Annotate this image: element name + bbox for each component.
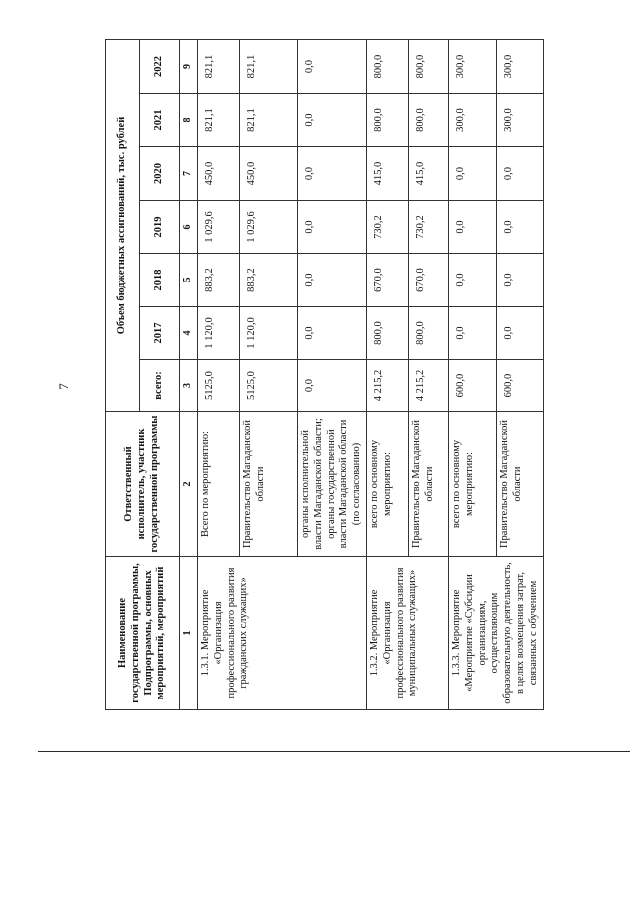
value-cell: 821,1 xyxy=(240,40,298,94)
index-cell: 3 xyxy=(180,360,198,412)
value-cell: 450,0 xyxy=(240,147,298,201)
executor-cell: Всего по мероприятию: xyxy=(198,412,240,557)
value-cell: 300,0 xyxy=(496,40,543,94)
total-cell: 600,0 xyxy=(496,360,543,412)
index-cell: 1 xyxy=(180,557,198,710)
rotated-table-container xyxy=(105,40,539,710)
total-cell: 600,0 xyxy=(448,360,496,412)
value-cell: 0,0 xyxy=(448,307,496,360)
value-cell: 0,0 xyxy=(448,201,496,254)
value-cell: 300,0 xyxy=(448,94,496,147)
value-cell: 0,0 xyxy=(298,147,367,201)
value-cell: 415,0 xyxy=(408,147,448,201)
value-cell: 300,0 xyxy=(496,94,543,147)
measure-name-cell: 1.3.1. Мероприятие «Организация профессионального развития гражданских служащих» xyxy=(198,557,367,710)
value-cell: 1 120,0 xyxy=(240,307,298,360)
value-cell: 0,0 xyxy=(298,254,367,307)
executor-cell: Правительство Магаданской области xyxy=(408,412,448,557)
value-cell: 0,0 xyxy=(496,147,543,201)
index-cell: 7 xyxy=(180,147,198,201)
header-year-cell: 2018 xyxy=(140,254,180,307)
measure-name-cell: 1.3.3. Мероприятие «Мероприятие «Субсидии организациям, осуществляющим образовательную деятельность, в целях возмещения затрат, связанных с обучением xyxy=(448,557,543,710)
value-cell: 0,0 xyxy=(298,94,367,147)
value-cell: 300,0 xyxy=(448,40,496,94)
value-cell: 0,0 xyxy=(298,40,367,94)
header-year-cell: 2020 xyxy=(140,147,180,201)
value-cell: 670,0 xyxy=(408,254,448,307)
value-cell: 415,0 xyxy=(366,147,408,201)
header-year-cell: 2022 xyxy=(140,40,180,94)
executor-cell: Правительство Магаданской области xyxy=(496,412,543,557)
total-cell: 5125,0 xyxy=(198,360,240,412)
value-cell: 800,0 xyxy=(408,94,448,147)
value-cell: 883,2 xyxy=(198,254,240,307)
value-cell: 0,0 xyxy=(448,147,496,201)
total-cell: 5125,0 xyxy=(240,360,298,412)
header-year-cell: 2017 xyxy=(140,307,180,360)
value-cell: 821,1 xyxy=(240,94,298,147)
value-cell: 0,0 xyxy=(496,254,543,307)
value-cell: 883,2 xyxy=(240,254,298,307)
table-row xyxy=(198,40,240,710)
header-row-top xyxy=(106,40,140,710)
value-cell: 800,0 xyxy=(366,40,408,94)
value-cell: 1 029,6 xyxy=(240,201,298,254)
value-cell: 800,0 xyxy=(408,40,448,94)
value-cell: 450,0 xyxy=(198,147,240,201)
total-cell: 4 215,2 xyxy=(408,360,448,412)
table-row xyxy=(366,40,408,710)
value-cell: 800,0 xyxy=(408,307,448,360)
executor-cell: Правительство Магаданской области xyxy=(240,412,298,557)
index-cell: 8 xyxy=(180,94,198,147)
table-row xyxy=(448,40,496,710)
value-cell: 730,2 xyxy=(408,201,448,254)
value-cell: 0,0 xyxy=(496,201,543,254)
value-cell: 0,0 xyxy=(496,307,543,360)
value-cell: 1 120,0 xyxy=(198,307,240,360)
value-cell: 800,0 xyxy=(366,94,408,147)
value-cell: 0,0 xyxy=(298,201,367,254)
measure-name-cell: 1.3.2. Мероприятие «Организация профессионального развития муниципальных служащих» xyxy=(366,557,448,710)
header-total-cell: всего: xyxy=(140,360,180,412)
value-cell: 730,2 xyxy=(366,201,408,254)
index-cell: 9 xyxy=(180,40,198,94)
header-name-cell: Наименование государственной программы, Подпрограммы, основных мероприятий, мероприятий xyxy=(106,557,180,710)
executor-cell: органы исполнительной власти Магаданской области; органы государственной власти Магаданской области (по согласованию) xyxy=(298,412,367,557)
table-body xyxy=(106,40,544,710)
total-cell: 4 215,2 xyxy=(366,360,408,412)
index-cell: 2 xyxy=(180,412,198,557)
index-cell: 5 xyxy=(180,254,198,307)
value-cell: 1 029,6 xyxy=(198,201,240,254)
value-cell: 0,0 xyxy=(298,307,367,360)
value-cell: 821,1 xyxy=(198,94,240,147)
header-year-cell: 2021 xyxy=(140,94,180,147)
executor-cell: всего по основному мероприятию: xyxy=(448,412,496,557)
index-cell: 4 xyxy=(180,307,198,360)
header-budget-cell: Объем бюджетных ассигнований, тыс. рублей xyxy=(106,40,140,412)
header-executor-cell: Ответственный исполнитель, участник государственной программы xyxy=(106,412,180,557)
header-year-cell: 2019 xyxy=(140,201,180,254)
value-cell: 821,1 xyxy=(198,40,240,94)
value-cell: 0,0 xyxy=(448,254,496,307)
index-cell: 6 xyxy=(180,201,198,254)
total-cell: 0,0 xyxy=(298,360,367,412)
value-cell: 670,0 xyxy=(366,254,408,307)
value-cell: 800,0 xyxy=(366,307,408,360)
executor-cell: всего по основному мероприятию: xyxy=(366,412,408,557)
page-number: 7 xyxy=(55,383,71,390)
page-bottom-rule xyxy=(38,751,630,752)
budget-table xyxy=(105,39,544,710)
index-row xyxy=(180,40,198,710)
